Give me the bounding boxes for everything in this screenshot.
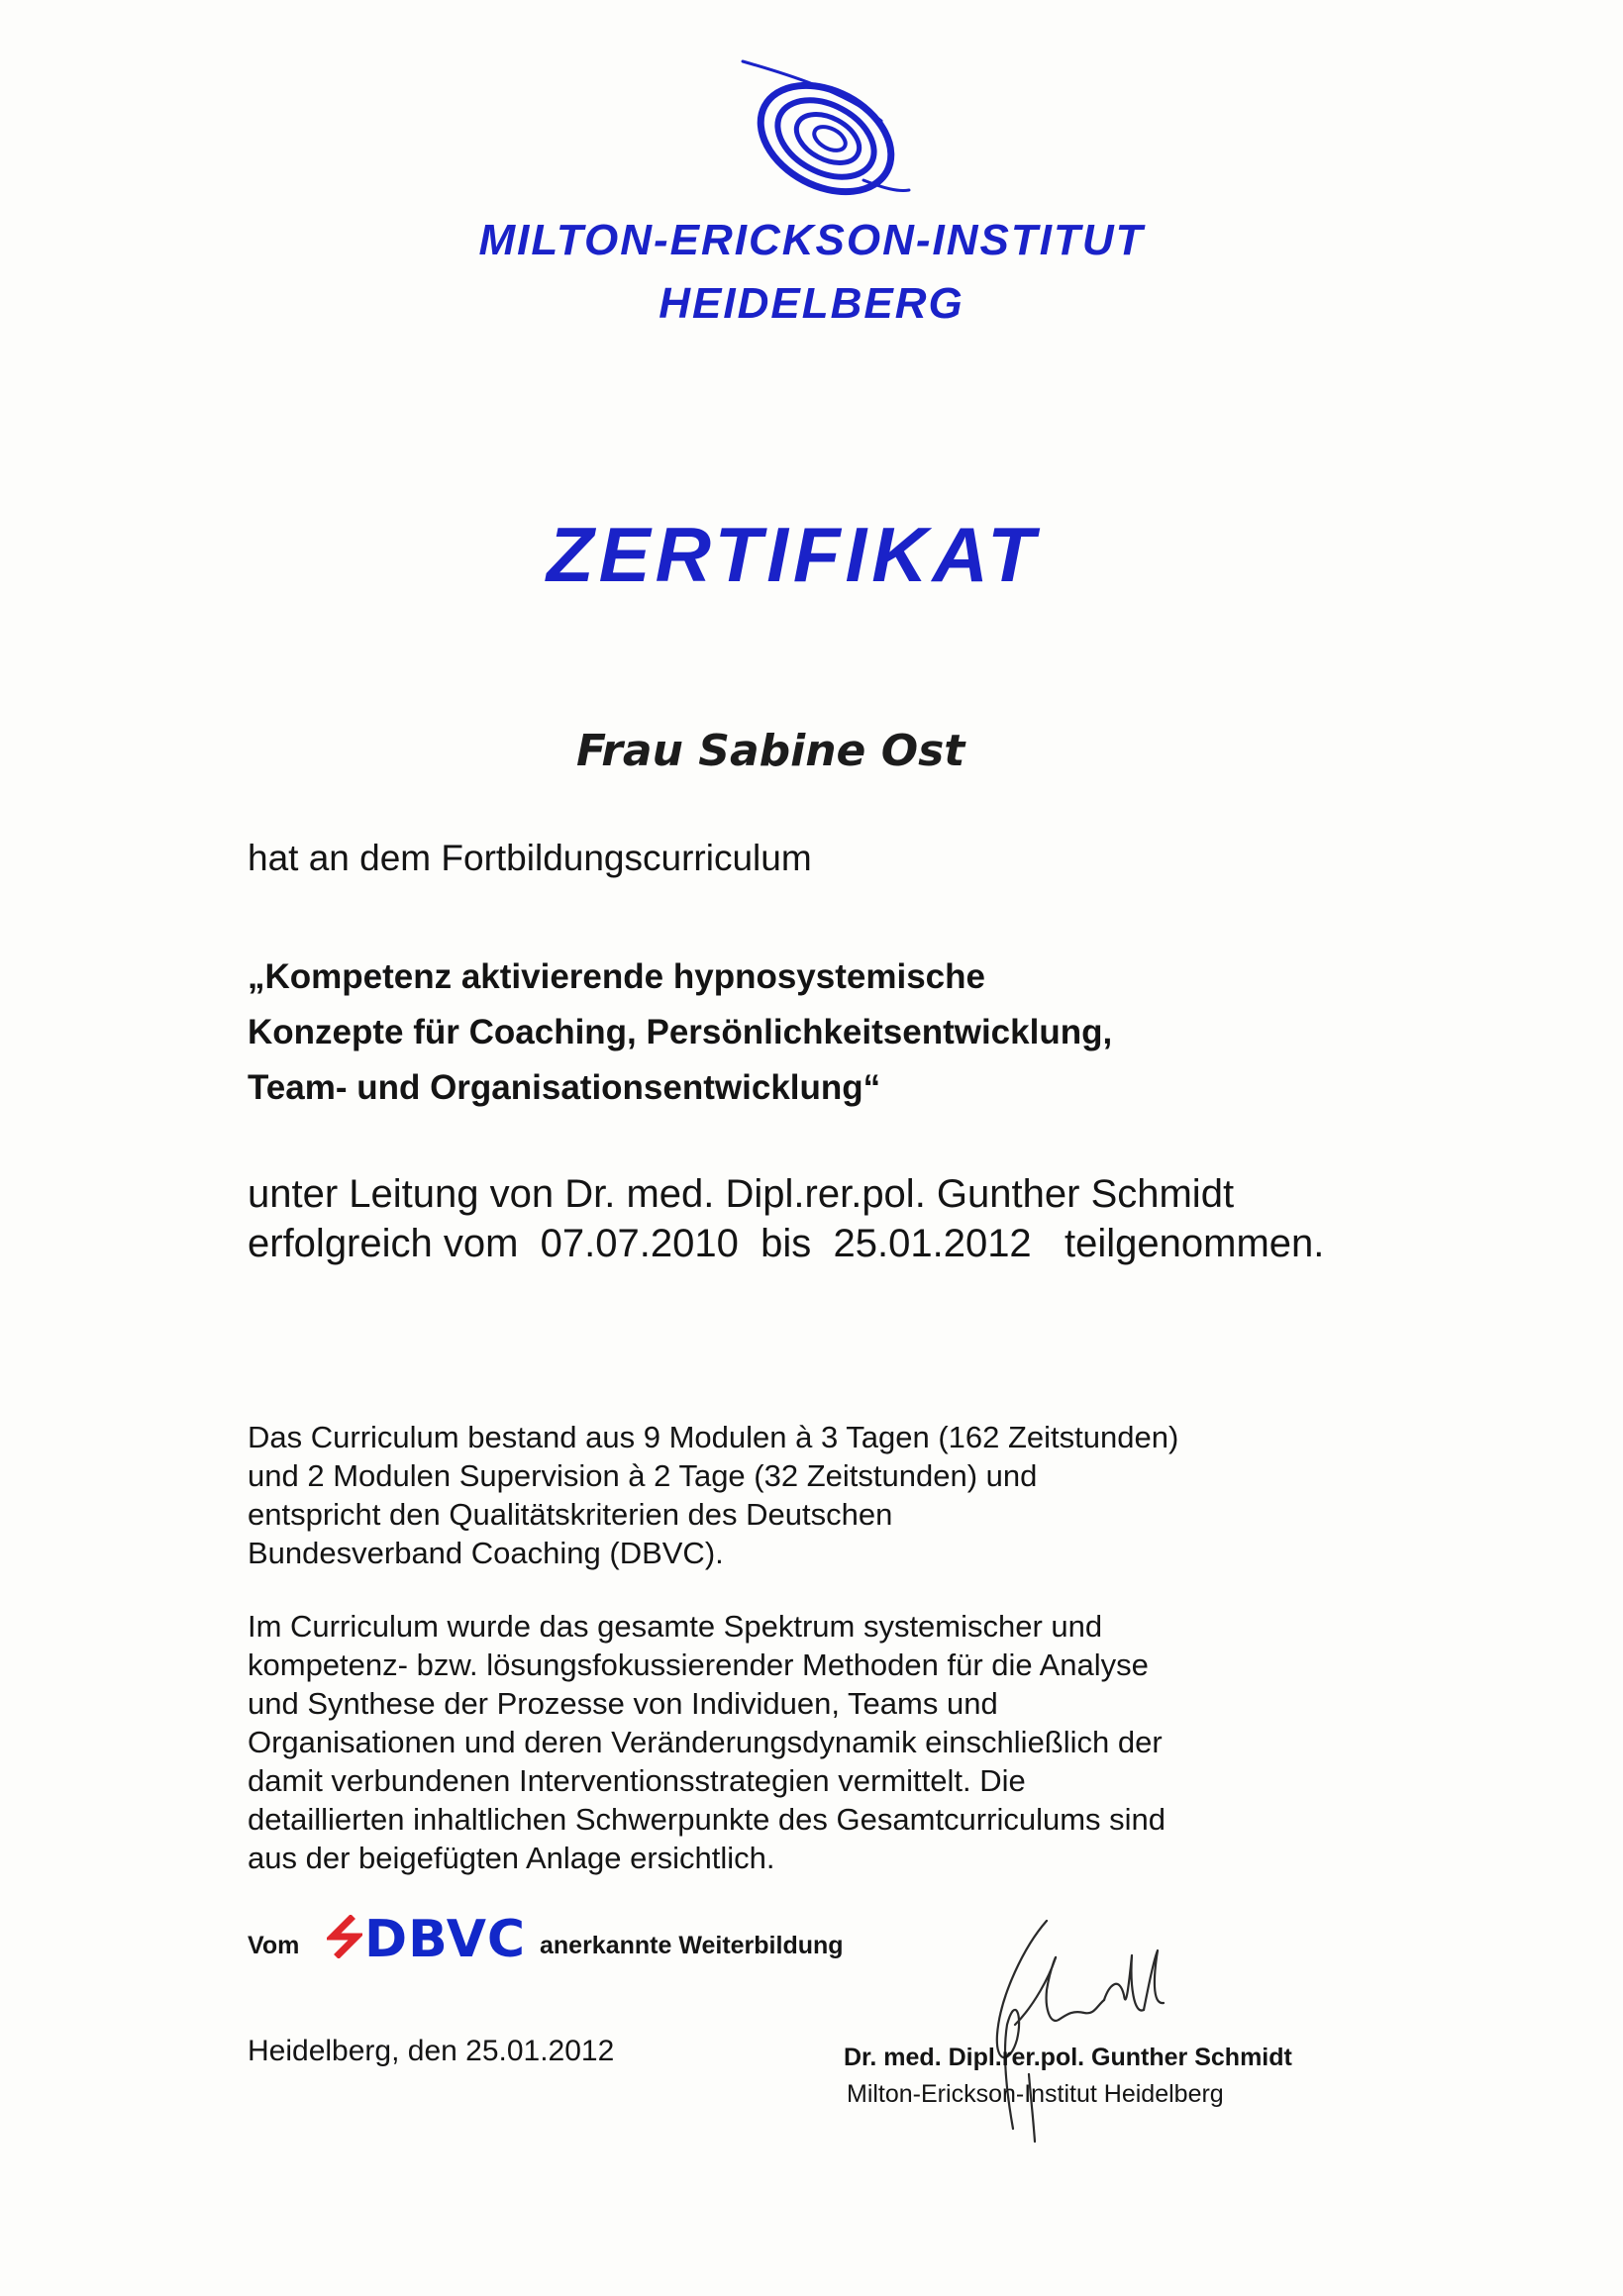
completion-connector: bis (761, 1222, 812, 1265)
completion-prefix: erfolgreich vom (248, 1222, 519, 1265)
course-title-line-3: Team- und Organisationsentwicklung“ (248, 1068, 881, 1107)
signatory-name: Dr. med. Dipl.rer.pol. Gunther Schmidt (844, 2044, 1292, 2071)
curriculum-paragraph (248, 1418, 1178, 1572)
completion-suffix: teilgenommen. (1065, 1222, 1325, 1265)
dbvc-suffix: anerkannte Weiterbildung (540, 1932, 844, 1959)
dbvc-mark-icon (327, 1915, 362, 1958)
signatory-institution: Milton-Erickson-Institut Heidelberg (847, 2080, 1224, 2108)
intro-text: hat an dem Fortbildungscurriculum (248, 838, 812, 878)
institute-name: MILTON-ERICKSON-INSTITUT (478, 216, 1145, 264)
course-title-line-2: Konzepte für Coaching, Persönlichkeitsentwicklung, (248, 1013, 1113, 1051)
paragraph-line: Organisationen und deren Veränderungsdynamik einschließlich der (248, 1725, 1163, 1759)
institute-city: HEIDELBERG (659, 279, 964, 328)
paragraph-line: aus der beigefügten Anlage ersichtlich. (248, 1841, 775, 1875)
paragraph-line: damit verbundenen Interventionsstrategien vermittelt. Die (248, 1763, 1026, 1798)
spiral-icon (715, 51, 913, 210)
paragraph-line: Das Curriculum bestand aus 9 Modulen à 3 Tagen (162 Zeitstunden) (248, 1420, 1179, 1454)
paragraph-line: kompetenz- bzw. lösungsfokussierender Methoden für die Analyse (248, 1647, 1149, 1682)
content-paragraph (248, 1607, 1166, 1877)
paragraph-line: Bundesverband Coaching (DBVC). (248, 1536, 724, 1570)
paragraph-line: Im Curriculum wurde das gesamte Spektrum systemischer und (248, 1609, 1103, 1644)
signature-icon (956, 1916, 1193, 2144)
start-date: 07.07.2010 (540, 1222, 739, 1265)
certificate-title: ZERTIFIKAT (547, 511, 1040, 598)
course-title-line-1: „Kompetenz aktivierende hypnosystemische (248, 957, 985, 996)
completion-line (248, 1222, 1324, 1266)
dbvc-prefix: Vom (248, 1932, 300, 1959)
paragraph-line: und 2 Modulen Supervision à 2 Tage (32 Zeitstunden) und (248, 1458, 1038, 1493)
recipient-name: Frau Sabine Ost (576, 726, 965, 776)
leadership-line: unter Leitung von Dr. med. Dipl.rer.pol. Gunther Schmidt (248, 1172, 1235, 1216)
paragraph-line: detaillierten inhaltlichen Schwerpunkte des Gesamtcurriculums sind (248, 1802, 1167, 1837)
dbvc-logo-text: DBVC (364, 1910, 527, 1969)
paragraph-line: entspricht den Qualitätskriterien des Deutschen (248, 1497, 893, 1532)
place-date: Heidelberg, den 25.01.2012 (248, 2035, 615, 2067)
paragraph-line: und Synthese der Prozesse von Individuen, Teams und (248, 1686, 998, 1721)
end-date: 25.01.2012 (833, 1222, 1032, 1265)
